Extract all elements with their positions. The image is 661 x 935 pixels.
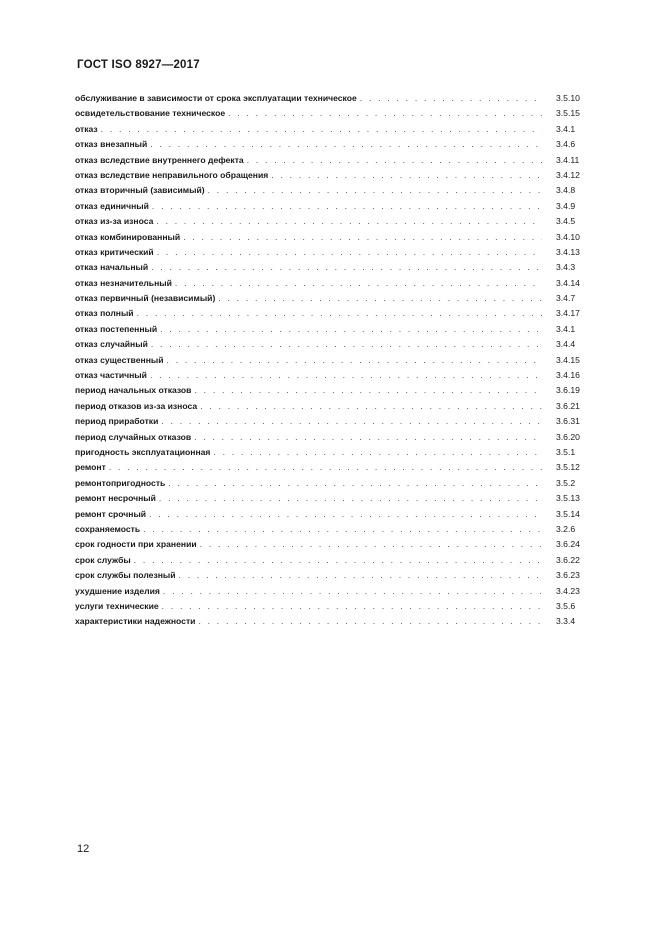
index-reference: 3.3.4 [556, 616, 576, 627]
index-entry [75, 106, 603, 121]
index-term: сохраняемость [75, 523, 141, 534]
index-entry [75, 568, 603, 583]
index-entry [75, 491, 603, 506]
index-term: отказ внезапный [75, 139, 148, 150]
dot-leader [175, 276, 542, 291]
index-reference: 3.5.15 [556, 108, 580, 119]
index-reference: 3.5.10 [556, 93, 580, 103]
index-term: услуги технические [75, 600, 159, 611]
index-entry [75, 260, 603, 275]
dot-leader [156, 214, 542, 229]
index-entry [75, 199, 603, 214]
index-reference: 3.4.1 [556, 123, 576, 134]
index-reference: 3.4.9 [556, 200, 576, 211]
index-entry [75, 614, 603, 629]
page-number: 12 [77, 843, 90, 855]
dot-leader [134, 553, 542, 568]
dot-leader [137, 306, 542, 321]
index-term: отказ вторичный (зависимый) [75, 185, 205, 196]
dot-leader [162, 599, 542, 614]
index-term: отказ частичный [75, 370, 147, 381]
index-reference: 3.4.1 [556, 323, 576, 334]
index-term: отказ начальный [75, 262, 149, 273]
index-entry [75, 245, 603, 260]
index-reference: 3.4.16 [556, 370, 580, 381]
dot-leader [218, 291, 542, 306]
index-entry [75, 230, 603, 245]
index-reference: 3.6.24 [556, 539, 580, 550]
index-reference: 3.5.12 [556, 462, 580, 473]
index-term: отказ [75, 123, 98, 134]
dot-leader [247, 153, 542, 168]
index-entry [75, 460, 603, 475]
dot-leader [163, 584, 542, 599]
index-term: срок годности при хранении [75, 539, 197, 550]
index-reference: 3.2.6 [556, 523, 576, 534]
index-reference: 3.6.23 [556, 570, 580, 581]
index-entry [75, 214, 603, 229]
index-entry [75, 353, 603, 368]
index-reference: 3.4.13 [556, 246, 580, 257]
index-reference: 3.4.12 [556, 169, 580, 180]
index-entry [75, 445, 603, 460]
index-entry [75, 291, 603, 306]
index-term: отказ единичный [75, 200, 149, 211]
index-reference: 3.4.3 [556, 262, 576, 273]
index-entry [75, 168, 603, 183]
index-entry [75, 399, 603, 414]
dot-leader [198, 614, 542, 629]
index-reference: 3.6.20 [556, 431, 580, 442]
dot-leader [194, 383, 542, 398]
dot-leader [150, 368, 542, 383]
index-entry [75, 91, 603, 106]
index-term: срок службы полезный [75, 570, 176, 581]
index-entry [75, 276, 603, 291]
index-reference: 3.4.11 [556, 154, 580, 165]
index-reference: 3.4.4 [556, 339, 576, 350]
index-reference: 3.4.8 [556, 185, 576, 196]
dot-leader [271, 168, 542, 183]
index-term: отказ первичный (независимый) [75, 293, 216, 304]
index-reference: 3.4.10 [556, 231, 580, 242]
index-reference: 3.4.6 [556, 139, 576, 150]
dot-leader [228, 106, 542, 121]
index-reference: 3.4.23 [556, 585, 580, 596]
index-term: срок службы [75, 554, 131, 565]
dot-leader [360, 91, 542, 106]
index-entry [75, 306, 603, 321]
index-entry [75, 368, 603, 383]
index-term: ремонт срочный [75, 508, 147, 519]
index-term: обслуживание в зависимости от срока эксплуатации техническое [75, 93, 357, 103]
index-term: отказ незначительный [75, 277, 172, 288]
dot-leader [151, 337, 542, 352]
dot-leader [167, 353, 542, 368]
index-term: отказ вследствие неправильного обращения [75, 169, 269, 180]
index-reference: 3.6.19 [556, 385, 580, 396]
index-term: отказ постепенный [75, 323, 158, 334]
index-term: отказ вследствие внутреннего дефекта [75, 154, 244, 165]
index-entry [75, 537, 603, 552]
index-reference: 3.6.21 [556, 400, 580, 411]
dot-leader [157, 245, 542, 260]
index-reference: 3.4.17 [556, 308, 580, 319]
dot-leader [213, 445, 542, 460]
dot-leader [168, 476, 542, 491]
index-entry [75, 183, 603, 198]
index-reference: 3.4.7 [556, 293, 576, 304]
index-entry [75, 522, 603, 537]
index-entry [75, 599, 603, 614]
index-reference: 3.5.2 [556, 477, 576, 488]
index-reference: 3.5.1 [556, 446, 576, 457]
index-term: отказ случайный [75, 339, 148, 350]
dot-leader [159, 491, 542, 506]
index-term: отказ критический [75, 246, 154, 257]
index-term: период начальных отказов [75, 385, 192, 396]
document-header: ГОСТ ISO 8927—2017 [77, 59, 200, 71]
dot-leader [101, 122, 542, 137]
dot-leader [179, 568, 542, 583]
index-term: отказ полный [75, 308, 134, 319]
term-index-list [75, 91, 603, 630]
index-term: период приработки [75, 416, 159, 427]
index-entry [75, 430, 603, 445]
index-entry [75, 153, 603, 168]
index-entry [75, 476, 603, 491]
dot-leader [150, 137, 542, 152]
index-reference: 3.6.31 [556, 416, 580, 427]
index-entry [75, 337, 603, 352]
index-entry [75, 553, 603, 568]
index-term: отказ из-за износа [75, 216, 154, 227]
dot-leader [149, 507, 542, 522]
dot-leader [200, 399, 542, 414]
index-term: отказ существенный [75, 354, 164, 365]
index-term: освидетельствование техническое [75, 108, 226, 119]
index-reference: 3.4.5 [556, 216, 576, 227]
index-entry [75, 383, 603, 398]
index-term: ремонт несрочный [75, 493, 156, 504]
index-term: период отказов из-за износа [75, 400, 198, 411]
dot-leader [143, 522, 542, 537]
index-reference: 3.4.14 [556, 277, 580, 288]
index-reference: 3.5.14 [556, 508, 580, 519]
dot-leader [151, 260, 542, 275]
index-entry [75, 122, 603, 137]
index-entry [75, 414, 603, 429]
index-entry [75, 507, 603, 522]
index-term: ремонт [75, 462, 106, 473]
index-reference: 3.6.22 [556, 554, 580, 565]
dot-leader [194, 430, 542, 445]
index-term: ремонтопригодность [75, 477, 166, 488]
index-reference: 3.5.13 [556, 493, 580, 504]
index-entry [75, 584, 603, 599]
index-term: пригодность эксплуатационная [75, 446, 211, 457]
dot-leader [160, 322, 542, 337]
index-term: отказ комбинированный [75, 231, 181, 242]
dot-leader [109, 460, 542, 475]
index-entry [75, 322, 603, 337]
dot-leader [161, 414, 542, 429]
index-term: ухудшение изделия [75, 585, 160, 596]
index-reference: 3.5.6 [556, 600, 576, 611]
index-reference: 3.4.15 [556, 354, 580, 365]
index-entry [75, 137, 603, 152]
dot-leader [208, 183, 542, 198]
dot-leader [152, 199, 542, 214]
index-term: характеристики надежности [75, 616, 196, 627]
dot-leader [200, 537, 542, 552]
index-term: период случайных отказов [75, 431, 192, 442]
dot-leader [183, 230, 542, 245]
